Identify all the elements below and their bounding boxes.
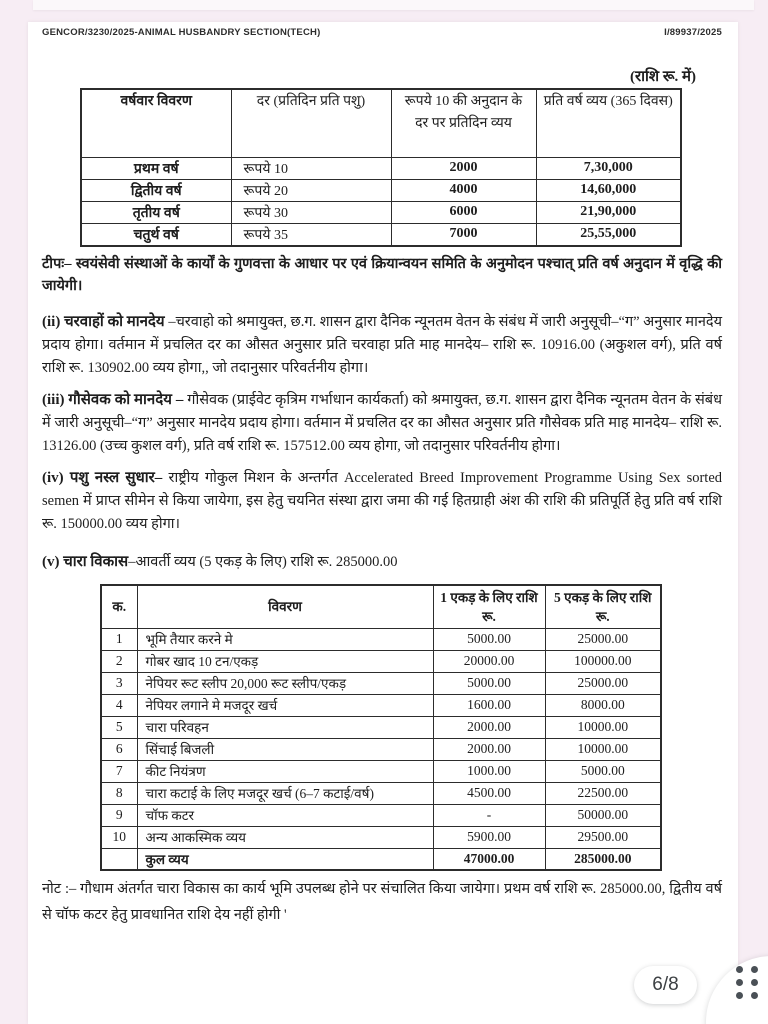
table-cell: 10 bbox=[101, 826, 137, 848]
table-cell: 5900.00 bbox=[433, 826, 545, 848]
table-row bbox=[101, 716, 661, 738]
table-cell: 4 bbox=[101, 694, 137, 716]
paragraph-lead: (iii) गौसेवक को मानदेय – bbox=[42, 391, 188, 408]
table-cell: 21,90,000 bbox=[536, 201, 681, 223]
column-header: रूपये 10 की अनुदान के दर पर प्रतिदिन व्यय bbox=[391, 89, 536, 157]
table-cell: 4000 bbox=[391, 179, 536, 201]
table-cell: 100000.00 bbox=[545, 650, 661, 672]
table-cell: 7000 bbox=[391, 223, 536, 246]
table-cell: 5000.00 bbox=[545, 760, 661, 782]
table-cell: 5000.00 bbox=[433, 628, 545, 650]
footnote-lead: टीपः– bbox=[42, 255, 72, 272]
table-cell: अन्य आकस्मिक व्यय bbox=[137, 826, 433, 848]
table-cell: 10000.00 bbox=[545, 716, 661, 738]
table-row bbox=[101, 650, 661, 672]
paragraph-text: –चरवाहो को श्रमायुक्त, छ.ग. शासन द्वारा दैनिक न्यूनतम वेतन के संबंध में जारी अनुसूची–“ग” अनुसार मानदेय प्रदाय होगा। वर्तमान में प्रचलित दर का औसत अनुसार प्रति चरवाहा प्रति माह मानदेय– राशि रू. 10916.00 (अकुशल वर्ग), प्रति वर्ष राशि रू. 130902.00 व्यय होगा,, जो तदानुसार परिवर्तनीय होगा। bbox=[42, 313, 723, 376]
column-header: प्रति वर्ष व्यय (365 दिवस) bbox=[536, 89, 681, 157]
table-cell: 2 bbox=[101, 650, 137, 672]
table-cell: सिंचाई बिजली bbox=[137, 738, 433, 760]
table-cell: 6 bbox=[101, 738, 137, 760]
bottom-note bbox=[42, 876, 722, 928]
table-row bbox=[101, 694, 661, 716]
table-cell: 25000.00 bbox=[545, 628, 661, 650]
table-cell: 285000.00 bbox=[545, 848, 661, 870]
table-cell: द्वितीय वर्ष bbox=[81, 179, 231, 201]
table-cell: 50000.00 bbox=[545, 804, 661, 826]
table-row bbox=[101, 826, 661, 848]
table-cell: 8 bbox=[101, 782, 137, 804]
table-cell: 7,30,000 bbox=[536, 157, 681, 179]
table-cell: नेपियर लगाने मे मजदूर खर्च bbox=[137, 694, 433, 716]
table-row bbox=[101, 760, 661, 782]
table-cell: 2000.00 bbox=[433, 738, 545, 760]
six-dot-grid-icon bbox=[736, 966, 758, 999]
paragraph-text: गौसेवक (प्राईवेट कृत्रिम गर्भाधान कार्यकर्ता) को श्रमायुक्त, छ.ग. शासन द्वारा दैनिक न्यूनतम वेतन के संबंध में जारी अनुसूची–“ग” अनुसार मानदेय प्रदाय होगा। वर्तमान में प्रचलित दर का औसत अनुसार प्रति गौसेवक प्रति माह मानदेय– राशि रू. 13126.00 (उच्च कुशल वर्ग), प्रति वर्ष राशि रू. 157512.00 व्यय होगा, जो तदानुसार परिवर्तनीय होगा। bbox=[42, 391, 722, 454]
paragraph-iv-breed-improvement bbox=[42, 467, 722, 536]
table-total-row bbox=[101, 848, 661, 870]
table-cell: 4500.00 bbox=[433, 782, 545, 804]
paragraph-text: राष्ट्रीय गोकुल मिशन के अन्तर्गत Accelerated Breed Improvement Programme Using Sex sorted semen में प्राप्त सीमेन से किया जायेगा, इस हेतु चयनित संस्था द्वारा जमा की गई हितग्राही अंश की राशि की प्रतिपूर्ति हेतु प्रति वर्ष राशि रू. 150000.00 व्यय होगा। bbox=[42, 469, 722, 532]
table-cell: 9 bbox=[101, 804, 137, 826]
table-row bbox=[101, 782, 661, 804]
table-cell: 1000.00 bbox=[433, 760, 545, 782]
table-cell: - bbox=[433, 804, 545, 826]
table-cell: 20000.00 bbox=[433, 650, 545, 672]
table-cell: रूपये 30 bbox=[231, 201, 391, 223]
table-row bbox=[101, 804, 661, 826]
paragraph-text: –आवर्ती व्यय (5 एकड़ के लिए) राशि रू. 285000.00 bbox=[128, 553, 398, 570]
table-cell: 47000.00 bbox=[433, 848, 545, 870]
table-cell: रूपये 20 bbox=[231, 179, 391, 201]
table-row bbox=[81, 223, 681, 246]
table-cell: 1 bbox=[101, 628, 137, 650]
page-indicator-label: 6/8 bbox=[652, 974, 679, 995]
table-cell: 1600.00 bbox=[433, 694, 545, 716]
paragraph-ii-herders-honorarium bbox=[42, 311, 722, 380]
paragraph-iii-gausevak-honorarium bbox=[42, 389, 722, 458]
table-cell: 29500.00 bbox=[545, 826, 661, 848]
table-row bbox=[101, 672, 661, 694]
table-header-row bbox=[81, 89, 681, 157]
table-footnote bbox=[42, 253, 722, 297]
paragraph-lead: (v) चारा विकास bbox=[42, 553, 129, 570]
table-cell: नेपियर रूट स्लीप 20,000 रूट स्लीप/एकड़ bbox=[137, 672, 433, 694]
document-page bbox=[28, 22, 738, 1024]
table-cell: भूमि तैयार करने मे bbox=[137, 628, 433, 650]
paragraph-lead: (iv) पशु नस्ल सुधार– bbox=[42, 469, 169, 486]
table-cell: 25000.00 bbox=[545, 672, 661, 694]
table-row bbox=[81, 179, 681, 201]
document-ref-right: I/89937/2025 bbox=[664, 27, 722, 38]
table-cell: 3 bbox=[101, 672, 137, 694]
currency-unit-note: (राशि रू. में) bbox=[630, 69, 696, 85]
table-cell: 7 bbox=[101, 760, 137, 782]
paragraph-v-fodder-development bbox=[42, 551, 722, 574]
table-cell: 5 bbox=[101, 716, 137, 738]
column-header: क. bbox=[101, 585, 137, 629]
note-text: गौधाम अंतर्गत चारा विकास का कार्य भूमि उपलब्ध होने पर संचालित किया जायेगा। प्रथम वर्ष राशि रू. 285000.00, द्वितीय वर्ष से चॉफ कटर हेतु प्रावधानित राशि देय नहीं होगी ' bbox=[42, 881, 722, 923]
table-cell: 14,60,000 bbox=[536, 179, 681, 201]
column-header: दर (प्रतिदिन प्रति पशु) bbox=[231, 89, 391, 157]
table-cell: चतुर्थ वर्ष bbox=[81, 223, 231, 246]
table-cell: चॉफ कटर bbox=[137, 804, 433, 826]
table-cell: गोबर खाद 10 टन/एकड़ bbox=[137, 650, 433, 672]
table-cell: 22500.00 bbox=[545, 782, 661, 804]
note-lead: नोट :– bbox=[42, 881, 81, 897]
previous-page-edge bbox=[33, 0, 754, 10]
table-cell: कुल व्यय bbox=[137, 848, 433, 870]
table-cell: 2000.00 bbox=[433, 716, 545, 738]
table-cell: 5000.00 bbox=[433, 672, 545, 694]
column-header: विवरण bbox=[137, 585, 433, 629]
table-cell: रूपये 10 bbox=[231, 157, 391, 179]
table-cell: 25,55,000 bbox=[536, 223, 681, 246]
table-cell bbox=[101, 848, 137, 870]
table-row bbox=[81, 157, 681, 179]
table-header-row bbox=[101, 585, 661, 629]
paragraph-lead: (ii) चरवाहों को मानदेय bbox=[42, 313, 169, 330]
document-header bbox=[42, 27, 722, 38]
table-cell: रूपये 35 bbox=[231, 223, 391, 246]
fodder-cost-table bbox=[100, 584, 662, 872]
table-cell: 2000 bbox=[391, 157, 536, 179]
table-row bbox=[101, 738, 661, 760]
column-header: वर्षवार विवरण bbox=[81, 89, 231, 157]
column-header: 5 एकड़ के लिए राशि रू. bbox=[545, 585, 661, 629]
table-row bbox=[101, 628, 661, 650]
table-cell: कीट नियंत्रण bbox=[137, 760, 433, 782]
table-cell: प्रथम वर्ष bbox=[81, 157, 231, 179]
column-header: 1 एकड़ के लिए राशि रू. bbox=[433, 585, 545, 629]
table-cell: तृतीय वर्ष bbox=[81, 201, 231, 223]
table-cell: 8000.00 bbox=[545, 694, 661, 716]
table-cell: चारा कटाई के लिए मजदूर खर्च (6–7 कटाई/वर्ष) bbox=[137, 782, 433, 804]
footnote-text: स्वयंसेवी संस्थाओं के कार्यों के गुणवत्ता के आधार पर एवं क्रियान्वयन समिति के अनुमोदन पश्चात् प्रति वर्ष अनुदान में वृद्धि की जायेगी। bbox=[42, 255, 722, 294]
table-cell: 10000.00 bbox=[545, 738, 661, 760]
table-row bbox=[81, 201, 681, 223]
document-ref-left: GENCOR/3230/2025-ANIMAL HUSBANDRY SECTION(TECH) bbox=[42, 27, 321, 38]
yearly-grant-table bbox=[80, 88, 682, 247]
table-cell: चारा परिवहन bbox=[137, 716, 433, 738]
table-cell: 6000 bbox=[391, 201, 536, 223]
page-indicator[interactable] bbox=[634, 966, 697, 1004]
